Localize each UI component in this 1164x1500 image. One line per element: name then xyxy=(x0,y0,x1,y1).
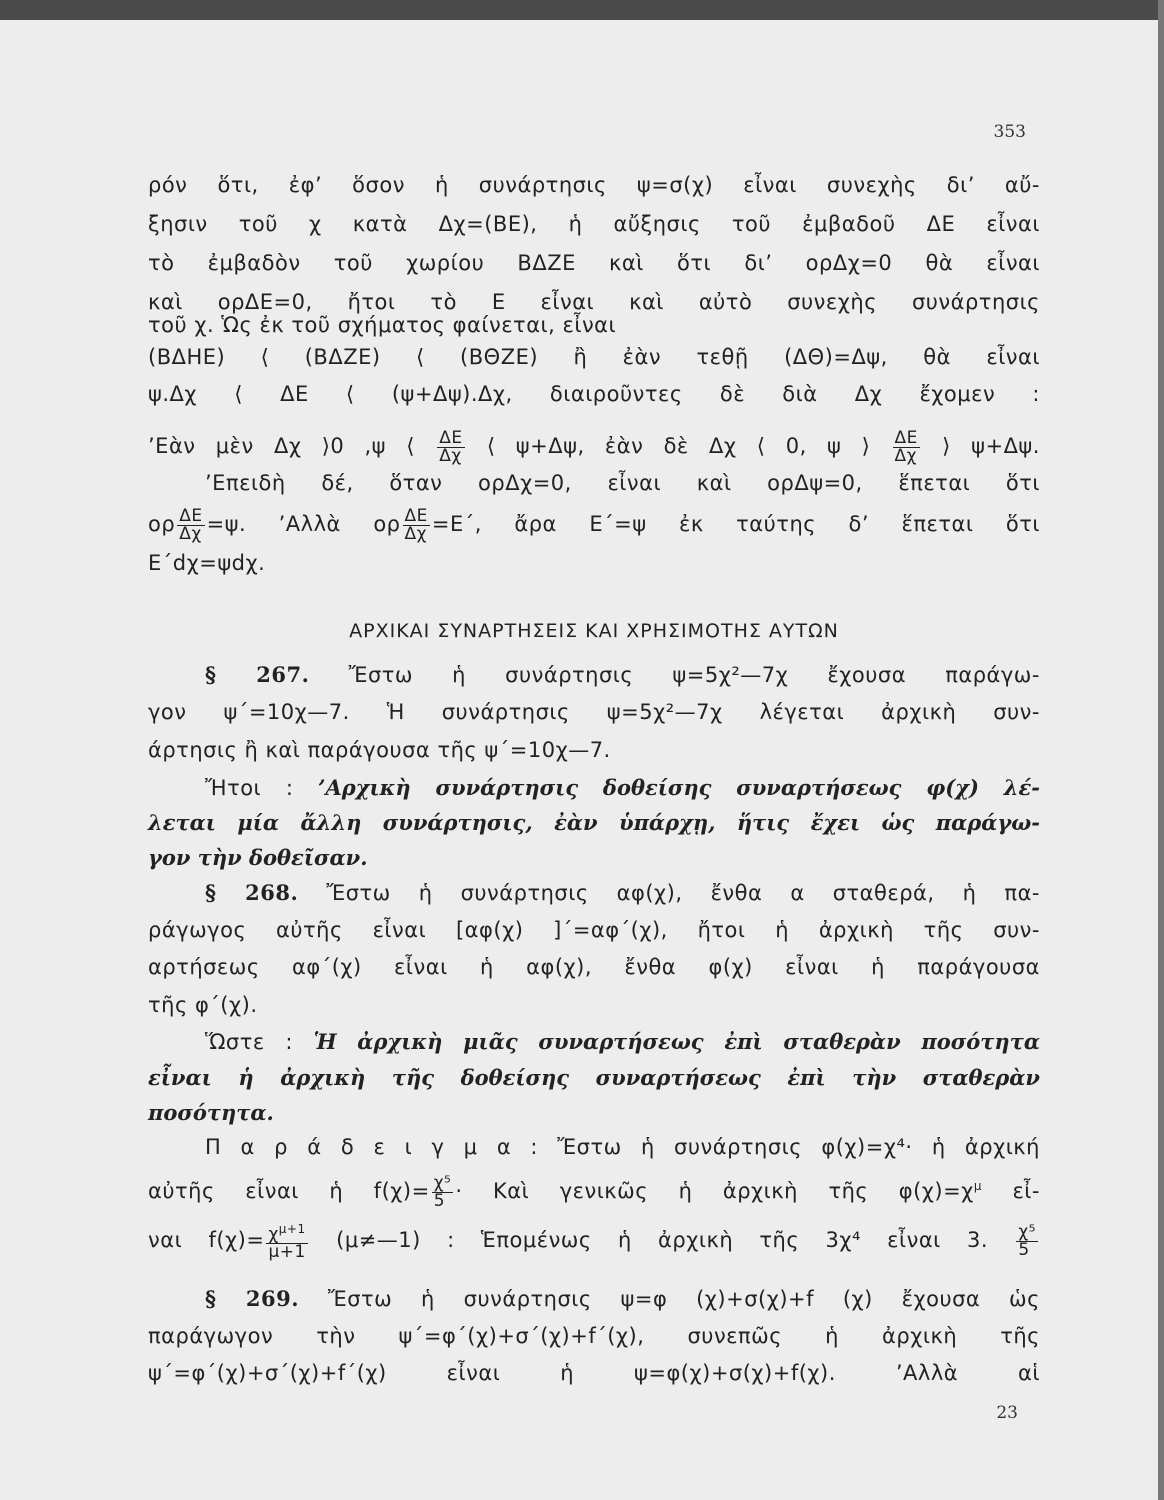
theorem-line: εἶναι ἡ ἀρχικὴ τῆς δοθείσης συναρτήσεως ἐπὶ τὴν σταθερὰν xyxy=(148,1065,1040,1090)
example-line: αὐτῆς εἶναι ἡ f(χ)= $\frac{\text{χ⁵}}{5}$ · Καὶ γενικῶς ἡ ἀρχικὴ τῆς $\varphi(\chi)=\chi^\mu$ εἶ- xyxy=(148,1172,1040,1211)
fraction: $\frac{\text{χ⁵}}{5}$ xyxy=(433,1172,452,1211)
example-line: Π α ρ ά δ ε ι γ μ α : Ἔστω ἡ συνάρτησις φ(χ)=χ⁴· ἡ ἀρχική xyxy=(205,1135,1040,1159)
footer-number: 23 xyxy=(996,1403,1018,1423)
definition-line: Ἤτοι : ’Αρχικὴ συνάρτησις δοθείσης συναρτήσεως φ(χ) λέ- xyxy=(205,775,1040,800)
text-line: ’Επειδὴ δέ, ὅταν ορΔχ=0, εἶναι καὶ ορΔψ=0, ἕπεται ὅτι xyxy=(205,471,1040,495)
fraction: $\frac{\Delta E}{\Delta\chi}$ xyxy=(404,505,428,544)
text-line: Ε΄dχ=ψdχ. xyxy=(148,551,266,575)
fraction: $\frac{\text{χ⁵}}{5}$ xyxy=(1018,1221,1036,1260)
example-line: ναι f(χ)= $\frac{\chi^{\mu+1}}{\mu+1}$ (μ≠—1) : Ἑπομένως ἡ ἀρχικὴ τῆς 3χ⁴ εἶναι 3. $\frac{\text{χ⁵}}{5}$ xyxy=(148,1221,1036,1263)
text-line: ρόν ὅτι, ἐφ’ ὅσον ἡ συνάρτησις ψ=σ(χ) εἶναι συνεχὴς δι’ αὔ- xyxy=(148,173,1040,197)
theorem-line: ποσότητα. xyxy=(148,1100,274,1125)
text-line: ψ΄=φ΄(χ)+σ΄(χ)+f΄(χ) εἶναι ἡ ψ=φ(χ)+σ(χ)+f(χ). ’Αλλὰ αἱ xyxy=(148,1361,1040,1385)
text-line: άρτησις ἢ καὶ παράγουσα τῆς ψ΄=10χ—7. xyxy=(148,738,611,762)
book-page xyxy=(0,20,1158,1500)
definition-line: γον τὴν δοθεῖσαν. xyxy=(148,845,368,870)
text-line: ψ.Δχ ⟨ ΔΕ ⟨ (ψ+Δψ).Δχ, διαιροῦντες δὲ διὰ Δχ ἔχομεν : xyxy=(148,382,1040,406)
theorem-line: Ὥστε : Ἡ ἀρχικὴ μιᾶς συναρτήσεως ἐπὶ σταθερὰν ποσότητα xyxy=(205,1029,1040,1054)
section-heading: ΑΡΧΙΚΑΙ ΣΥΝΑΡΤΗΣΕΙΣ ΚΑΙ ΧΡΗΣΙΜΟΤΗΣ ΑΥΤΩΝ xyxy=(349,620,839,642)
limit-line: ορ $\frac{\Delta E}{\Delta\chi}$ =ψ. ’Αλλὰ ορ $\frac{\Delta E}{\Delta\chi}$ =Ε΄, ἄρα Ε΄=ψ ἐκ ταύτης δ’ ἕπεται ὅτι xyxy=(148,505,1040,544)
fraction: $\frac{\chi^{\mu+1}}{\mu+1}$ xyxy=(268,1221,306,1263)
paragraph-267-line: § 267. Ἔστω ἡ συνάρτησις ψ=5χ²—7χ ἔχουσα παράγω- xyxy=(205,662,1040,687)
text-line: παράγωγον τὴν ψ΄=φ΄(χ)+σ΄(χ)+f΄(χ), συνεπῶς ἡ ἀρχικὴ τῆς xyxy=(148,1324,1040,1348)
inequality-line: ’Εὰν μὲν Δχ ⟩0 ,ψ ⟨ $\frac{\Delta E}{\Delta\chi}$ ⟨ ψ+Δψ, ἐὰν δὲ Δχ ⟨ 0, ψ ⟩ $\frac{\Delta E}{\Delta\chi}$ ⟩ ψ+Δψ. xyxy=(148,427,1040,466)
text-line: ράγωγος αὐτῆς εἶναι [αφ(χ) ]΄=αφ΄(χ), ἤτοι ἡ ἀρχικὴ τῆς συν- xyxy=(148,918,1040,942)
page-edge xyxy=(1158,0,1164,1500)
text-line: τοῦ χ. Ὡς ἐκ τοῦ σχήματος φαίνεται, εἶναι xyxy=(148,313,617,337)
text-line: γον ψ΄=10χ—7. Ἡ συνάρτησις ψ=5χ²—7χ λέγεται ἀρχικὴ συν- xyxy=(148,700,1040,724)
text-line: (ΒΔΗΕ) ⟨ (ΒΔΖΕ) ⟨ (ΒΘΖΕ) ἢ ἐὰν τεθῇ (ΔΘ)=Δψ, θὰ εἶναι xyxy=(148,345,1040,369)
definition-line: λεται μία ἄλλη συνάρτησις, ἐὰν ὑπάρχῃ, ἥτις ἔχει ὡς παράγω- xyxy=(148,810,1040,835)
paragraph-268-line: § 268. Ἔστω ἡ συνάρτησις αφ(χ), ἔνθα α σταθερά, ἡ πα- xyxy=(205,880,1040,905)
page-number: 353 xyxy=(993,122,1026,142)
text-line: τὸ ἐμβαδὸν τοῦ χωρίου ΒΔΖΕ καὶ ὅτι δι’ ορΔχ=0 θὰ εἶναι xyxy=(148,251,1040,275)
text-line: καὶ ορΔΕ=0, ἤτοι τὸ Ε εἶναι καὶ αὐτὸ συνεχὴς συνάρτησις xyxy=(148,290,1040,314)
text-line: τῆς φ΄(χ). xyxy=(148,993,258,1017)
paragraph-269-line: § 269. Ἔστω ἡ συνάρτησις ψ=φ (χ)+σ(χ)+f (χ) ἔχουσα ὡς xyxy=(205,1286,1040,1311)
fraction: $\frac{\Delta E}{\Delta\chi}$ xyxy=(894,427,918,466)
text-line: ξησιν τοῦ χ κατὰ Δχ=(ΒΕ), ἡ αὔξησις τοῦ ἐμβαδοῦ ΔΕ εἶναι xyxy=(148,212,1040,236)
fraction: $\frac{\Delta E}{\Delta\chi}$ xyxy=(439,427,463,466)
text-line: αρτήσεως αφ΄(χ) εἶναι ἡ αφ(χ), ἔνθα φ(χ) εἶναι ἡ παράγουσα xyxy=(148,955,1040,979)
fraction: $\frac{\Delta E}{\Delta\chi}$ xyxy=(179,505,203,544)
